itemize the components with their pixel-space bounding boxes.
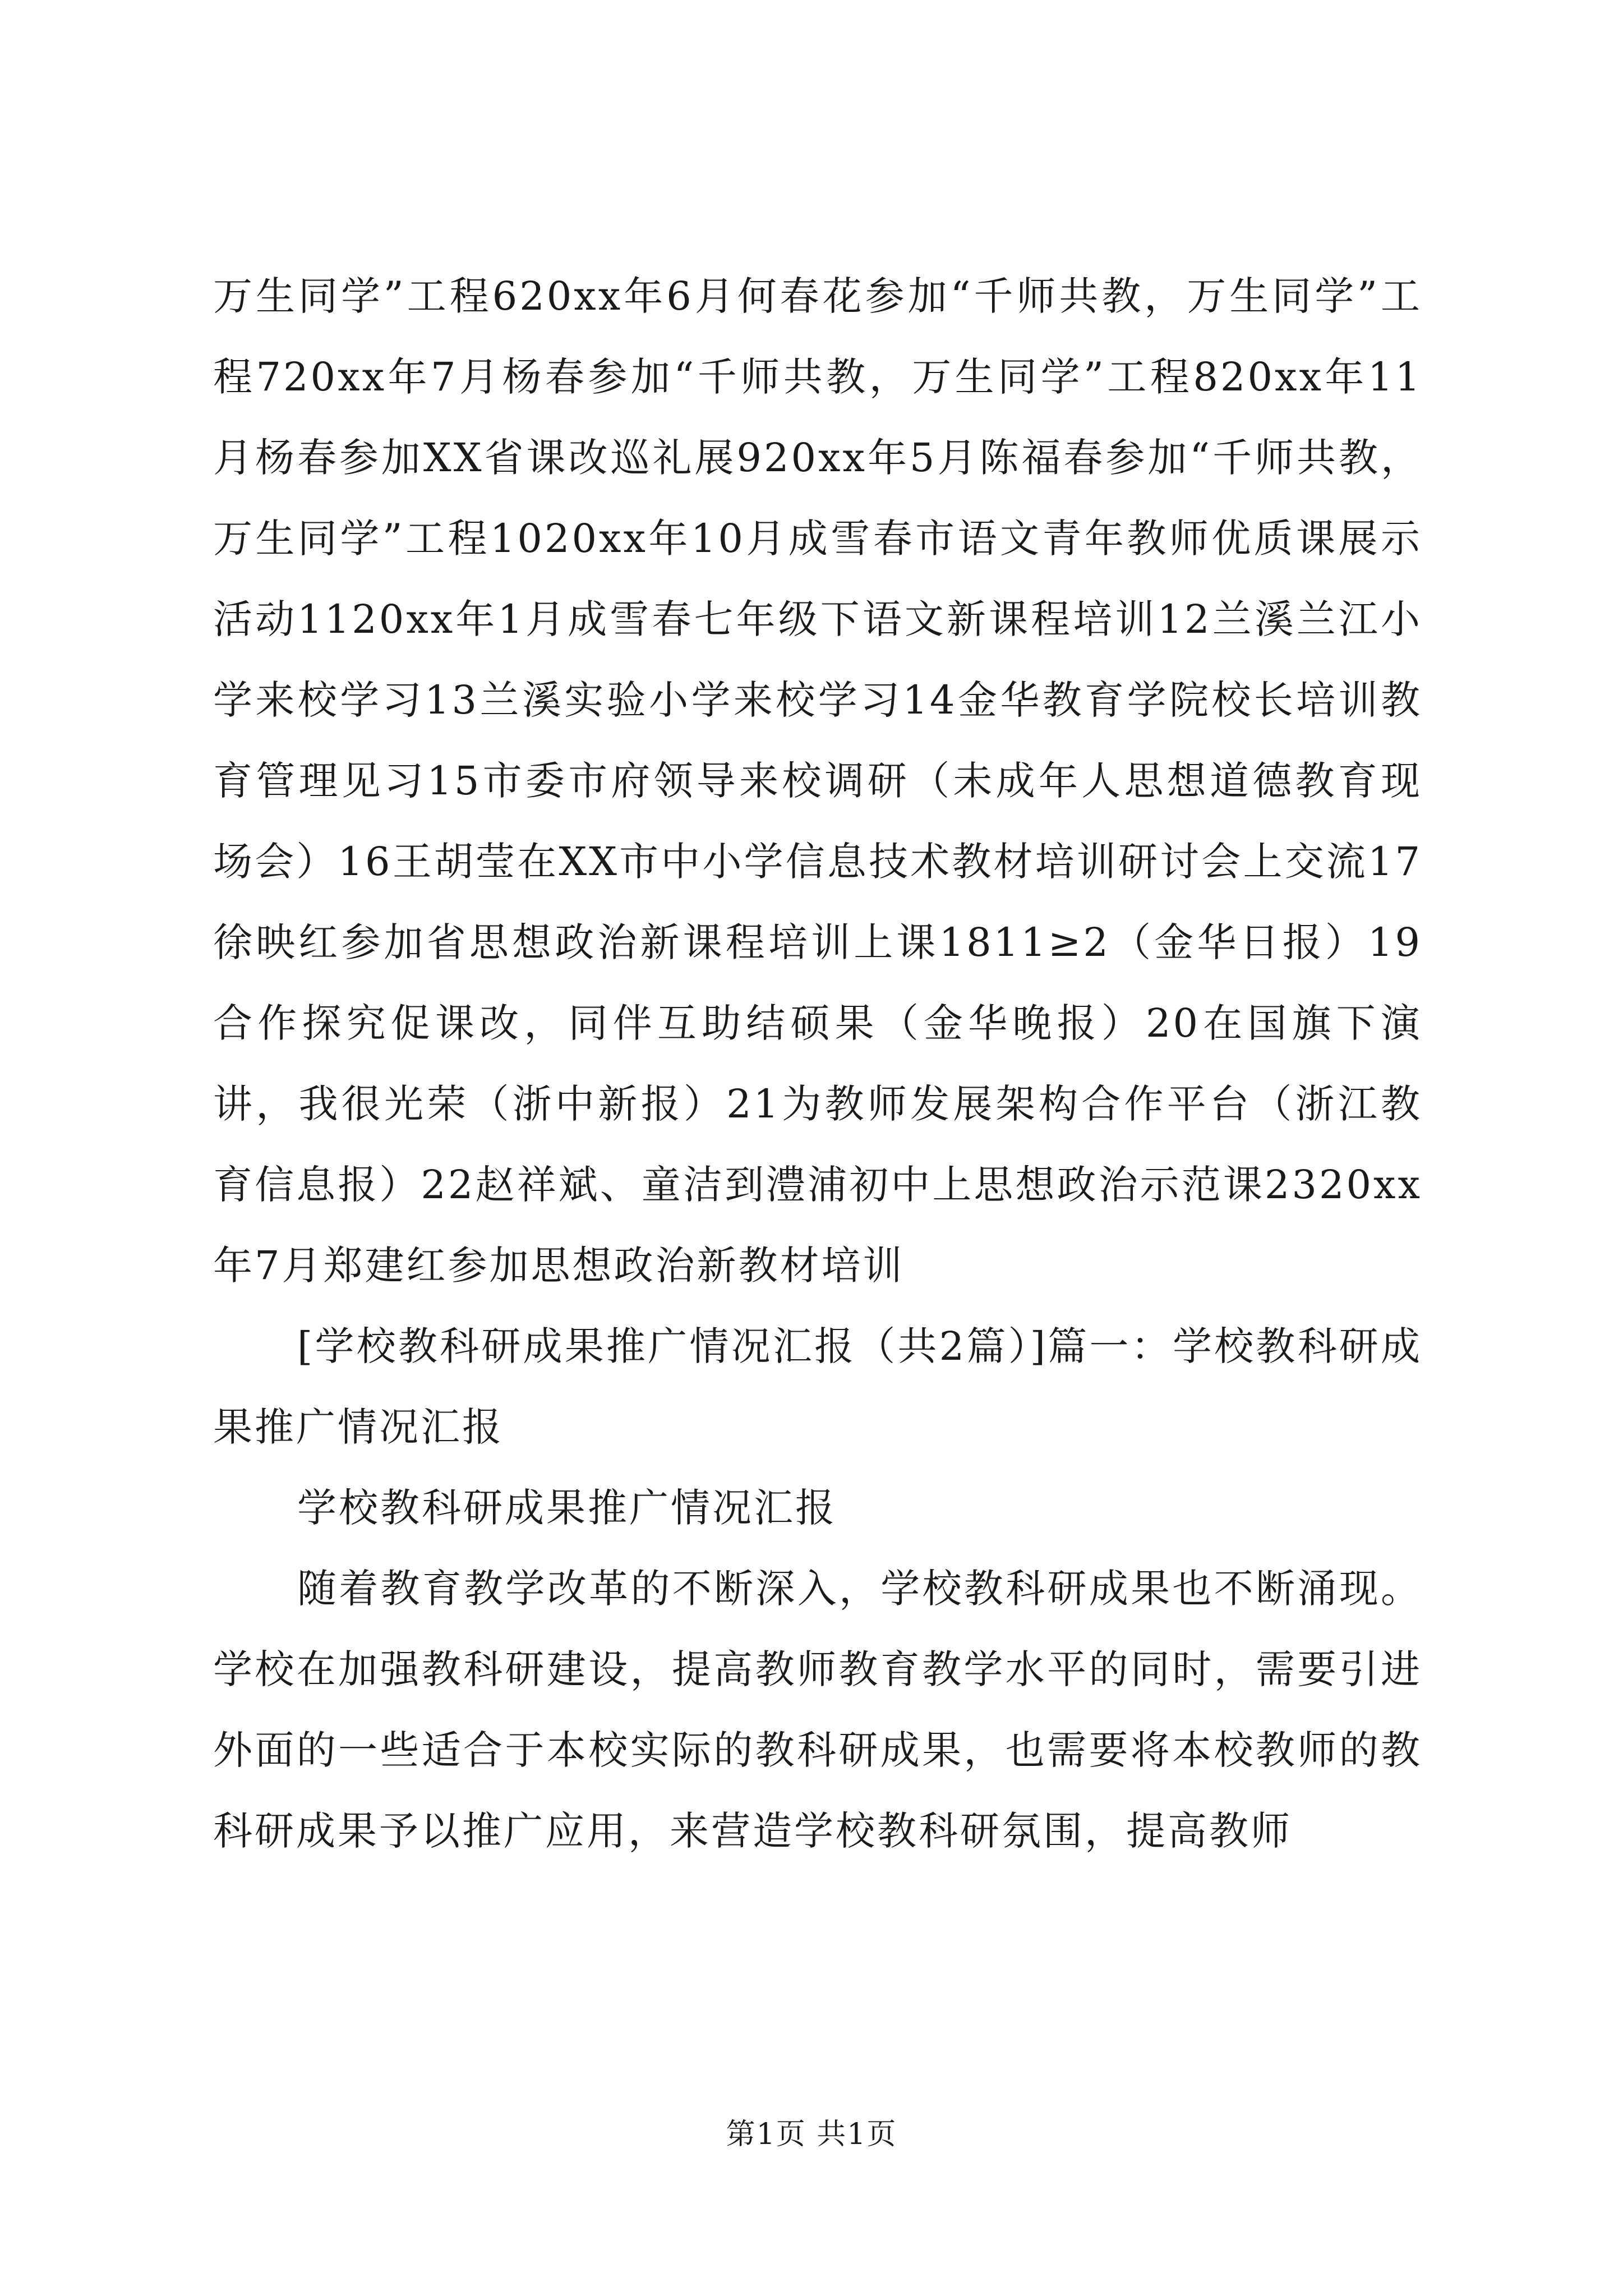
paragraph-activity-list: 万生同学”工程620xx年6月何春花参加“千师共教，万生同学”工程720xx年7月杨春参加“千师共教，万生同学”工程820xx年11月杨春参加XX省课改巡礼展920xx年5月陈福春参加“千师共教，万生同学”工程1020xx年10月成雪春市语文青年教师优质课展示活动1120xx年1月成雪春七年级下语文新课程培训12兰溪兰江小学来校学习13兰溪实验小学来校学习14金华教育学院校长培训教育管理见习15市委市府领导来校调研（未成年人思想道德教育现场会）16王胡莹在XX市中小学信息技术教材培训研讨会上交流17徐映红参加省思想政治新课程培训上课1811≥2（金华日报）19合作探究促课改，同伴互助结硕果（金华晚报）20在国旗下演讲，我很光荣（浙中新报）21为教师发展架构合作平台（浙江教育信息报）22赵祥斌、童洁到澧浦初中上思想政治示范课2320xx年7月郑建红参加思想政治新教材培训 [213,273,1422,1289]
paragraph-section-heading: [学校教科研成果推广情况汇报（共2篇）]篇一：学校教科研成果推广情况汇报 [213,1323,1422,1450]
paragraph-body-intro: 随着教育教学改革的不断深入，学校教科研成果也不断涌现。学校在加强教科研建设，提高教师教育教学水平的同时，需要引进外面的一些适合于本校实际的教科研成果，也需要将本校教师的教科研成果予以推广应用，来营造学校教科研氛围，提高教师 [213,1566,1422,1854]
page-number-footer: 第1页 共1页 [726,2118,897,2151]
document-body [213,256,1422,1871]
document-title: 学校教科研成果推广情况汇报 [297,1485,837,1531]
